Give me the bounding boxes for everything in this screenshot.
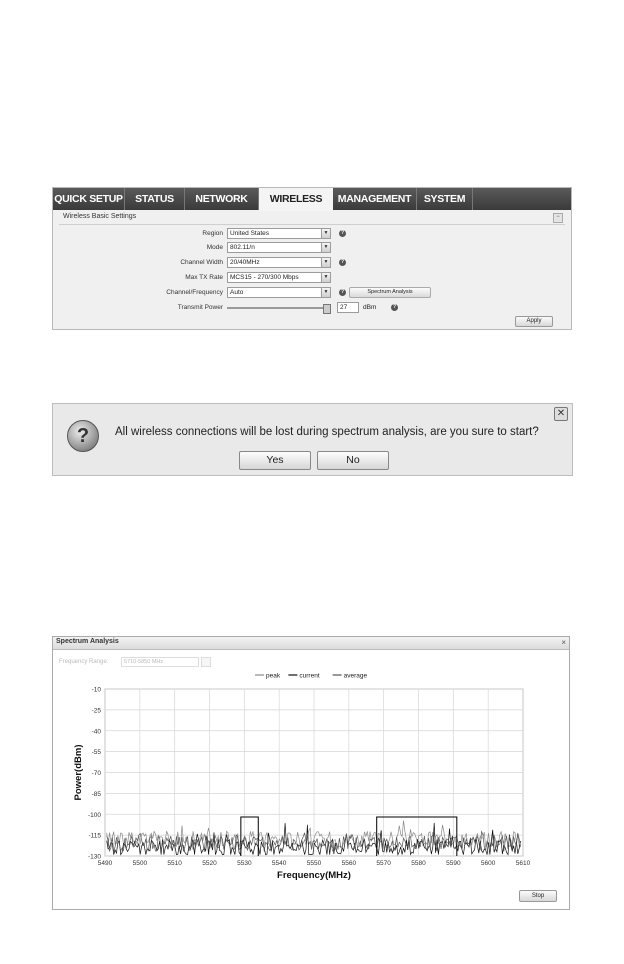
max-tx-rate-value: MCS15 - 270/300 Mbps: [230, 274, 299, 281]
spectrum-analysis-window: [52, 636, 570, 910]
chevron-down-icon: ▼: [321, 243, 330, 252]
help-icon[interactable]: ?: [340, 259, 345, 265]
apply-button[interactable]: Apply: [515, 316, 553, 327]
x-tick-label: 5530: [237, 860, 252, 867]
x-tick-label: 5600: [480, 860, 496, 867]
max-tx-rate-row: [53, 272, 571, 284]
x-tick-label: 5540: [271, 860, 287, 867]
y-axis-label: Power(dBm): [73, 744, 84, 801]
transmit-power-slider[interactable]: [227, 307, 331, 309]
channel-frequency-row: [53, 287, 571, 299]
x-tick-label: 5490: [97, 860, 113, 867]
tab-quick-setup[interactable]: QUICK SETUP: [53, 188, 125, 210]
mode-label: Mode: [206, 244, 223, 251]
x-tick-label: 5510: [167, 860, 182, 867]
x-tick-label: 5560: [341, 860, 357, 867]
region-label: Region: [202, 230, 223, 237]
y-tick-label: -85: [91, 790, 101, 798]
y-tick-label: -40: [91, 728, 101, 736]
channel-width-value: 20/40MHz: [230, 259, 260, 266]
max-tx-rate-select[interactable]: [227, 272, 331, 283]
question-icon: ?: [67, 420, 99, 452]
legend-entry: peak: [266, 672, 281, 680]
legend-entry: current: [299, 672, 320, 680]
x-tick-label: 5610: [515, 860, 531, 867]
y-tick-label: -70: [91, 770, 101, 777]
stop-button[interactable]: Stop: [519, 890, 557, 902]
region-select[interactable]: [227, 228, 331, 239]
window-titlebar: [53, 637, 569, 650]
slider-handle[interactable]: [323, 304, 331, 314]
confirm-dialog: [52, 403, 573, 476]
help-icon[interactable]: ?: [340, 230, 345, 236]
y-tick-label: -115: [88, 832, 101, 840]
channel-frequency-value: Auto: [230, 289, 244, 296]
max-tx-rate-label: Max TX Rate: [185, 274, 223, 281]
x-tick-label: 5570: [376, 860, 391, 867]
x-tick-label: 5520: [202, 860, 217, 867]
close-icon[interactable]: ×: [561, 638, 566, 647]
y-tick-label: -100: [87, 811, 101, 819]
x-tick-label: 5580: [411, 860, 426, 867]
transmit-power-row: [53, 302, 571, 314]
mode-select[interactable]: [227, 242, 331, 253]
collapse-icon[interactable]: −: [553, 213, 563, 223]
y-tick-label: -130: [87, 853, 101, 861]
dialog-message: All wireless connections will be lost during spectrum analysis, are you sure to start?: [115, 426, 539, 438]
chevron-down-icon: ▼: [321, 229, 330, 238]
channel-width-row: [53, 257, 571, 269]
frequency-range-label: Frequency Range:: [59, 659, 109, 665]
help-icon[interactable]: ?: [392, 304, 397, 310]
tab-system[interactable]: SYSTEM: [417, 188, 473, 210]
channel-width-select[interactable]: [227, 257, 331, 268]
y-tick-label: -25: [91, 707, 101, 715]
x-tick-label: 5590: [446, 860, 461, 867]
region-row: [53, 228, 571, 240]
x-tick-label: 5550: [306, 860, 322, 867]
channel-width-label: Channel Width: [180, 259, 223, 266]
power-unit: dBm: [363, 304, 377, 311]
y-tick-label: -10: [91, 686, 101, 694]
frequency-range-select[interactable]: 5710-5850 MHz: [121, 657, 199, 667]
tab-network[interactable]: NETWORK: [185, 188, 259, 210]
y-tick-label: -55: [91, 749, 101, 757]
transmit-power-label: Transmit Power: [177, 304, 223, 311]
tab-status[interactable]: STATUS: [125, 188, 185, 210]
main-nav: [53, 188, 571, 210]
no-button[interactable]: No: [317, 451, 389, 470]
spectrum-chart: [53, 667, 569, 887]
tab-wireless[interactable]: WIRELESS: [259, 188, 333, 211]
close-icon[interactable]: ✕: [554, 407, 568, 421]
chevron-down-icon: ▼: [321, 288, 330, 297]
mode-row: [53, 242, 571, 254]
tab-management[interactable]: MANAGEMENT: [333, 188, 417, 210]
chevron-down-icon: ▼: [321, 258, 330, 267]
mode-value: 802.11/n: [230, 244, 255, 251]
legend-entry: average: [343, 672, 368, 680]
help-icon[interactable]: ?: [340, 289, 345, 295]
section-header: [59, 212, 565, 225]
window-title: Spectrum Analysis: [56, 638, 119, 645]
yes-button[interactable]: Yes: [239, 451, 311, 470]
channel-frequency-select[interactable]: [227, 287, 331, 298]
region-value: United States: [230, 230, 270, 237]
x-axis-label: Frequency(MHz): [277, 870, 351, 881]
x-tick-label: 5500: [132, 860, 148, 867]
spectrum-analysis-button[interactable]: Spectrum Analysis: [349, 287, 431, 298]
transmit-power-input[interactable]: 27: [337, 302, 359, 313]
section-title: Wireless Basic Settings: [63, 213, 137, 220]
frequency-range-button[interactable]: [201, 657, 211, 667]
chevron-down-icon: ▼: [321, 273, 330, 282]
wireless-settings-panel: [52, 187, 572, 330]
channel-frequency-label: Channel/Frequency: [166, 289, 223, 296]
